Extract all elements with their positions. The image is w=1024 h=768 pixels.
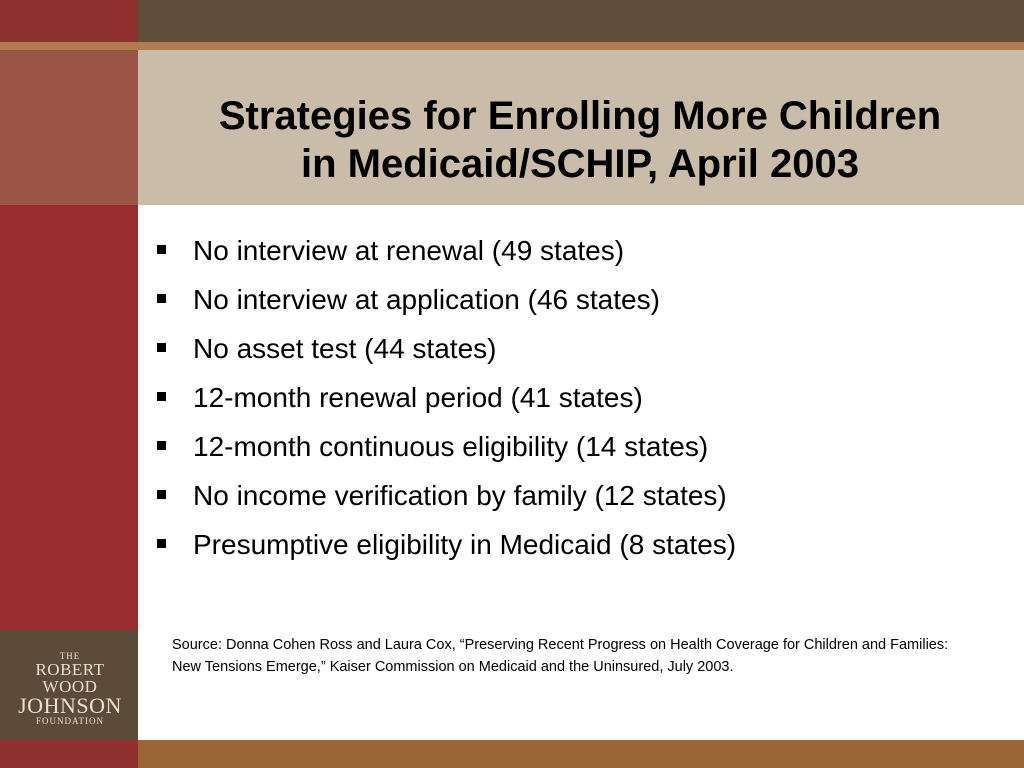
square-bullet-icon [157, 441, 166, 450]
slide-title [150, 92, 1010, 188]
list-item [155, 422, 1015, 471]
square-bullet-icon [157, 245, 166, 254]
list-item [155, 471, 1015, 520]
bullet-text: 12-month continuous eligibility (14 states) [193, 431, 709, 462]
bottom-left-block [0, 740, 138, 768]
bullet-text: Presumptive eligibility in Medicaid (8 states) [193, 529, 737, 560]
logo-line-the: THE [59, 651, 81, 661]
bullet-text: No interview at application (46 states) [193, 284, 660, 315]
logo-line-foundation: FOUNDATION [36, 716, 104, 726]
accent-stripe [0, 42, 1024, 50]
logo-line-johnson: JOHNSON [18, 693, 122, 718]
list-item [155, 275, 1015, 324]
list-item [155, 520, 1015, 569]
bullet-list [155, 226, 1015, 569]
source-citation: Source: Donna Cohen Ross and Laura Cox, “Preserving Recent Progress on Health Coverage for Children and Families: New Tensions Emerge,” Kaiser Commission on Medicaid and the Uninsured, July 2003. [172, 637, 949, 675]
title-left-block [0, 50, 138, 205]
bullet-text: No interview at renewal (49 states) [193, 235, 625, 266]
logo-line-robert-wood: ROBERT WOOD [35, 660, 105, 696]
square-bullet-icon [157, 343, 166, 352]
top-bar [138, 0, 1024, 42]
top-left-block [0, 0, 138, 42]
square-bullet-icon [157, 392, 166, 401]
slide-title-line1: Strategies for Enrolling More Children [218, 94, 942, 138]
list-item [155, 226, 1015, 275]
foundation-logo [6, 652, 134, 726]
square-bullet-icon [157, 490, 166, 499]
left-sidebar [0, 205, 138, 630]
list-item [155, 324, 1015, 373]
square-bullet-icon [157, 294, 166, 303]
square-bullet-icon [157, 539, 166, 548]
slide-title-line2: in Medicaid/SCHIP, April 2003 [301, 142, 859, 186]
bullet-text: No income verification by family (12 states) [193, 480, 727, 511]
list-item [155, 373, 1015, 422]
bullet-text: No asset test (44 states) [193, 333, 497, 364]
bullet-text: 12-month renewal period (41 states) [193, 382, 643, 413]
bottom-bar [138, 740, 1024, 768]
